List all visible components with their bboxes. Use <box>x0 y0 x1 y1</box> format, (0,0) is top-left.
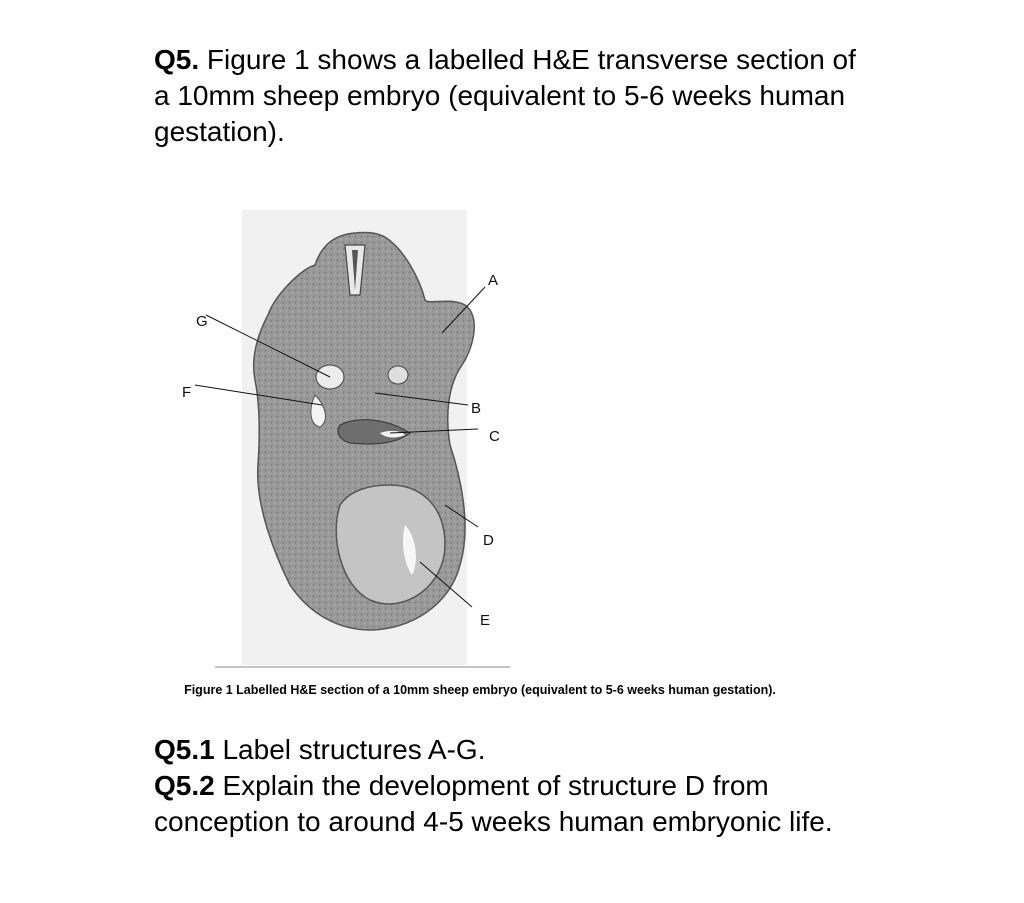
label-a: A <box>488 272 499 289</box>
question-text: Figure 1 shows a labelled H&E transverse section of a 10mm sheep embryo (equivalent to 5-6 weeks human gestation). <box>154 44 856 147</box>
question-intro <box>154 42 874 150</box>
subquestion-number: Q5.1 <box>154 734 215 765</box>
subquestion-2 <box>154 768 874 840</box>
subquestion-text: Explain the development of structure D from conception to around 4-5 weeks human embryonic life. <box>154 770 833 837</box>
heart <box>336 485 445 604</box>
subquestion-text: Label structures A-G. <box>222 734 486 765</box>
label-e: E <box>480 612 491 629</box>
label-c: C <box>489 428 500 445</box>
embryo-figure <box>180 205 540 675</box>
label-g: G <box>196 313 208 330</box>
label-d: D <box>483 532 494 549</box>
subquestion-1 <box>154 732 874 768</box>
figure-caption: Figure 1 Labelled H&E section of a 10mm sheep embryo (equivalent to 5-6 weeks human gestation). <box>184 683 776 697</box>
label-f: F <box>182 384 192 401</box>
label-b: B <box>471 400 482 417</box>
subquestion-number: Q5.2 <box>154 770 215 801</box>
question-number: Q5. <box>154 44 200 75</box>
embryo-section-image <box>180 205 540 675</box>
subquestions <box>154 732 874 840</box>
otic-cavity-right <box>388 366 408 384</box>
